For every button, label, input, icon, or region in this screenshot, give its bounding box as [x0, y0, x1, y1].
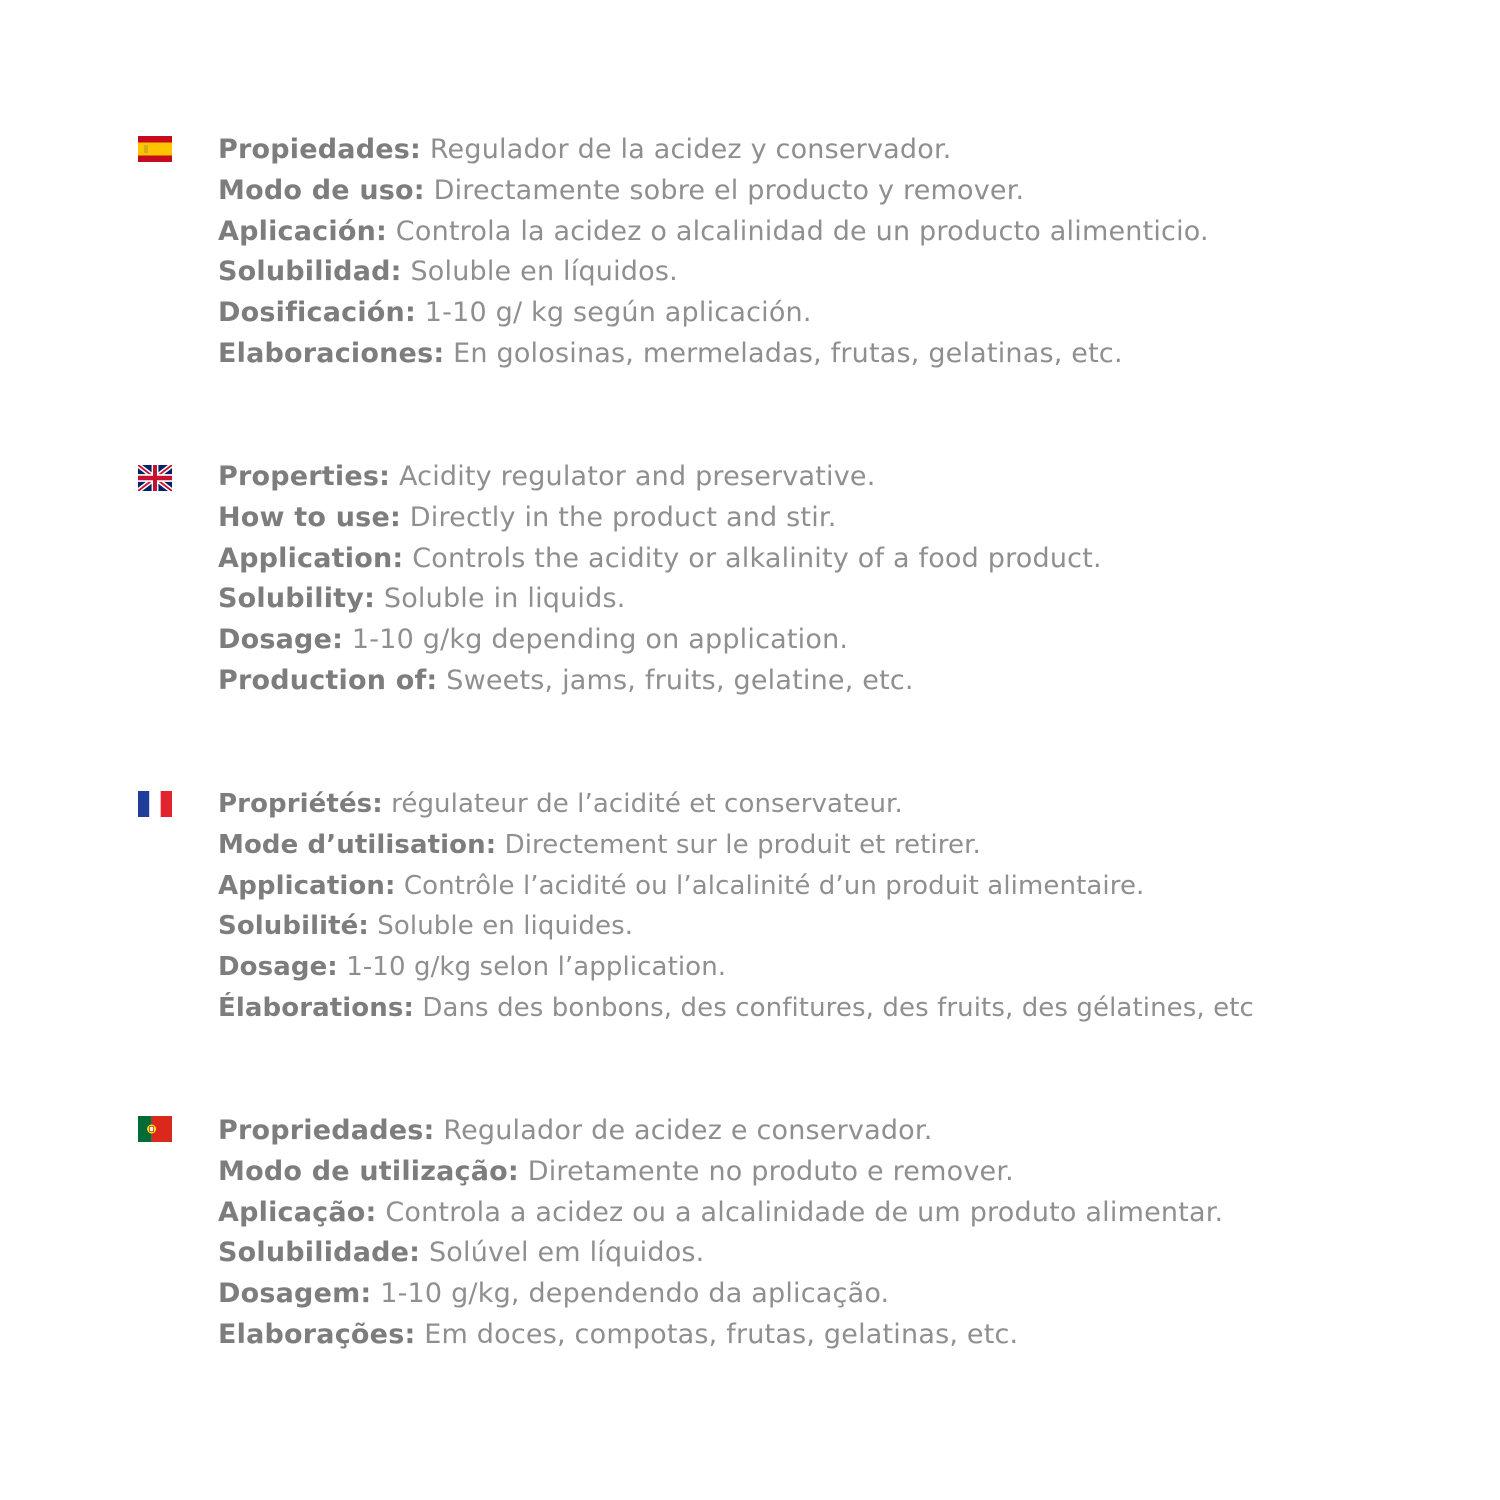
line-label: Dosage:	[218, 952, 338, 983]
line-label: Dosage:	[218, 624, 344, 656]
uk-flag-icon	[138, 465, 172, 491]
line-elaborations	[218, 334, 1480, 375]
line-dosage	[218, 947, 1480, 988]
line-label: Solubilidad:	[218, 256, 402, 288]
line-solubility	[218, 1233, 1480, 1274]
line-solubility	[218, 579, 1480, 620]
line-properties	[218, 1111, 1480, 1152]
portuguese-lines	[218, 1111, 1480, 1356]
line-value: Controla la acidez o alcalinidad de un producto alimenticio.	[395, 215, 1209, 247]
line-value: Contrôle l’acidité ou l’alcalinité d’un produit alimentaire.	[403, 870, 1145, 901]
france-flag-icon	[138, 791, 172, 817]
line-dosage	[218, 1274, 1480, 1315]
line-value: régulateur de l’acidité et conservateur.	[391, 789, 903, 819]
line-label: Propriétés:	[218, 789, 383, 819]
portugal-flag-icon	[138, 1116, 172, 1142]
line-value: Em doces, compotas, frutas, gelatinas, etc.	[424, 1318, 1019, 1350]
line-production	[218, 661, 1480, 702]
line-label: Modo de uso:	[218, 174, 425, 206]
line-value: Regulador de acidez e conservador.	[443, 1115, 933, 1146]
line-label: Elaboraciones:	[218, 337, 445, 369]
line-usage	[218, 171, 1480, 212]
line-dosage	[218, 620, 1480, 661]
line-usage	[218, 498, 1480, 539]
line-properties	[218, 130, 1480, 171]
line-properties	[218, 784, 1480, 825]
line-label: Solubility:	[218, 583, 376, 615]
line-application	[218, 866, 1480, 907]
line-label: Propiedades:	[218, 134, 422, 165]
line-value: Soluble en liquides.	[377, 911, 634, 942]
line-label: Elaborações:	[218, 1318, 416, 1350]
english-lines	[218, 457, 1480, 702]
line-value: Controls the acidity or alkalinity of a food product.	[412, 542, 1102, 574]
line-value: Soluble en líquidos.	[410, 256, 678, 288]
line-label: Élaborations:	[218, 992, 414, 1023]
line-application	[218, 212, 1480, 253]
spain-flag-icon	[138, 136, 172, 162]
line-value: Diretamente no produto e remover.	[527, 1155, 1014, 1187]
french-lines	[218, 784, 1480, 1029]
line-elaborations	[218, 1315, 1480, 1356]
line-label: Production of:	[218, 664, 438, 696]
line-label: Dosagem:	[218, 1278, 372, 1310]
line-application	[218, 1193, 1480, 1234]
line-elaborations	[218, 988, 1480, 1029]
line-value: 1-10 g/kg depending on application.	[351, 624, 849, 656]
line-value: Controla a acidez ou a alcalinidade de um produto alimentar.	[385, 1196, 1224, 1228]
line-value: Acidity regulator and preservative.	[398, 461, 876, 492]
line-label: Properties:	[218, 461, 391, 492]
line-label: Application:	[218, 870, 396, 901]
line-solubility	[218, 252, 1480, 293]
line-usage	[218, 825, 1480, 866]
line-value: 1-10 g/ kg según aplicación.	[424, 297, 812, 329]
line-value: 1-10 g/kg selon l’application.	[346, 952, 727, 983]
line-value: Soluble in liquids.	[383, 583, 626, 615]
line-usage	[218, 1152, 1480, 1193]
line-value: Directly in the product and stir.	[409, 501, 837, 533]
line-label: Application:	[218, 542, 404, 574]
line-label: Aplicación:	[218, 215, 387, 247]
line-value: Directamente sobre el producto y remover.	[433, 174, 1025, 206]
line-label: Aplicação:	[218, 1196, 377, 1228]
line-dosage	[218, 293, 1480, 334]
line-value: Solúvel em líquidos.	[428, 1237, 705, 1269]
line-solubility	[218, 906, 1480, 947]
line-label: Mode d’utilisation:	[218, 829, 497, 860]
line-label: Modo de utilização:	[218, 1155, 519, 1187]
line-value: En golosinas, mermeladas, frutas, gelatinas, etc.	[453, 337, 1123, 369]
line-value: Directement sur le produit et retirer.	[504, 829, 981, 860]
line-value: Regulador de la acidez y conservador.	[429, 134, 952, 165]
line-value: Dans des bonbons, des confitures, des fruits, des gélatines, etc	[422, 992, 1254, 1023]
line-value: Sweets, jams, fruits, gelatine, etc.	[446, 664, 914, 696]
line-label: Dosificación:	[218, 297, 416, 329]
line-label: Solubilidade:	[218, 1237, 421, 1269]
line-label: How to use:	[218, 501, 401, 533]
spanish-lines	[218, 130, 1480, 375]
line-properties	[218, 457, 1480, 498]
line-label: Solubilité:	[218, 911, 369, 942]
line-label: Propriedades:	[218, 1115, 435, 1146]
line-value: 1-10 g/kg, dependendo da aplicação.	[380, 1278, 890, 1310]
line-application	[218, 539, 1480, 580]
